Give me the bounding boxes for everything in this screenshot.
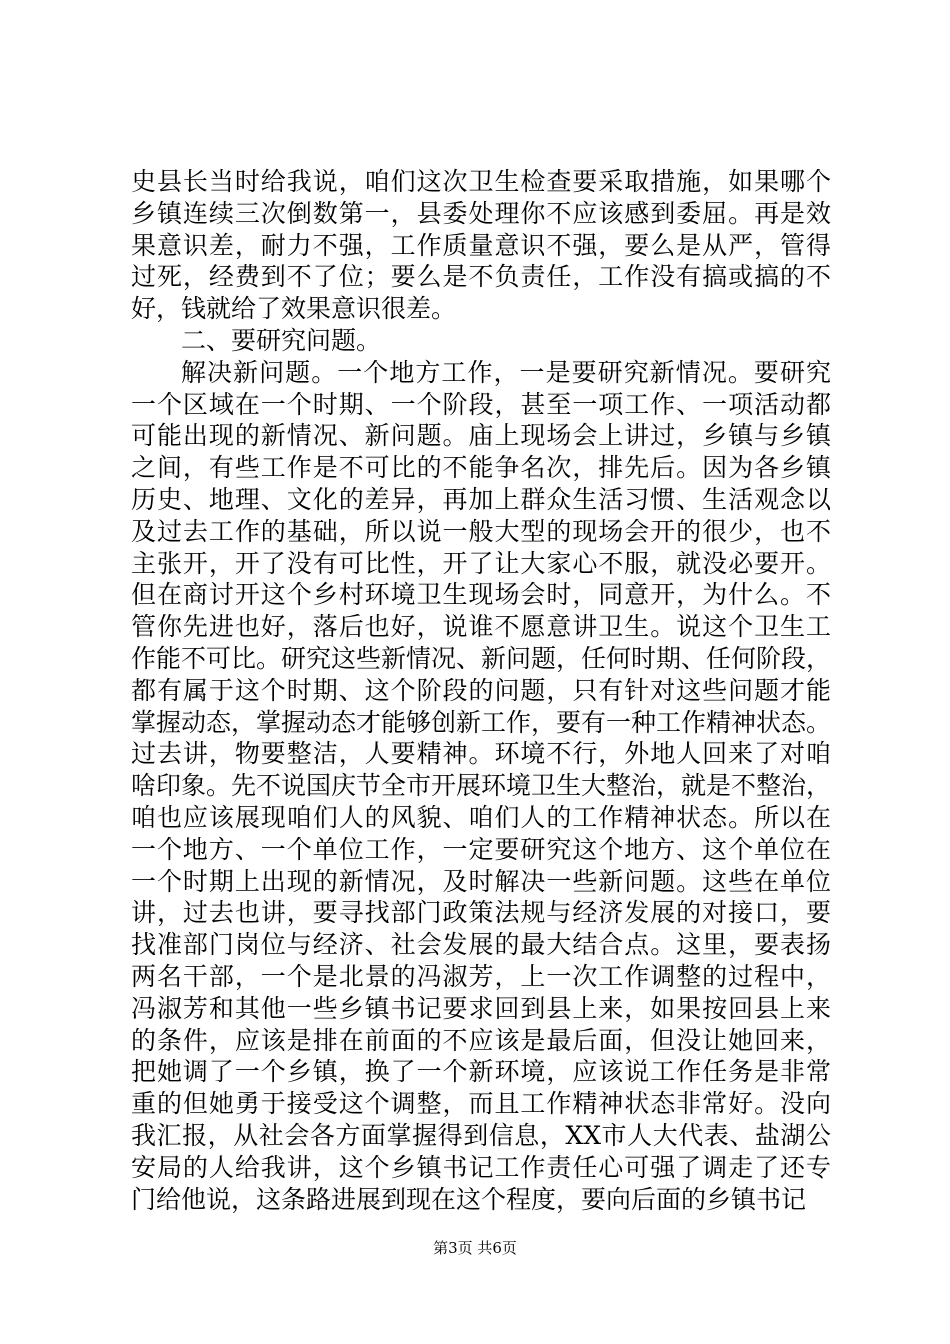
text-line: 啥印象。先不说国庆节全市开展环境卫生大整治，就是不整治，	[131, 771, 831, 801]
text-line: 之间，有些工作是不可比的不能争名次，排先后。因为各乡镇	[131, 453, 831, 483]
text-line: 重的但她勇于接受这个调整，而且工作精神状态非常好。没向	[131, 1089, 831, 1119]
text-line: 史县长当时给我说，咱们这次卫生检查要采取措施，如果哪个	[131, 167, 831, 196]
page-footer: 第3页 共6页	[433, 1239, 517, 1257]
text-line: 把她调了一个乡镇，换了一个新环境，应该说工作任务是非常	[131, 1057, 831, 1087]
text-line: 历史、地理、文化的差异，再加上群众生活习惯、生活观念以	[131, 484, 831, 514]
text-line: 门给他说，这条路进展到现在这个程度，要向后面的乡镇书记	[131, 1184, 807, 1214]
text-line: 讲，过去也讲，要寻找部门政策法规与经济发展的对接口，要	[131, 898, 831, 928]
text-line: 冯淑芳和其他一些乡镇书记要求回到县上来，如果按回县上来	[131, 993, 831, 1023]
text-line: 一个区域在一个时期、一个阶段，甚至一项工作、一项活动都	[131, 389, 831, 419]
text-line: 一个地方、一个单位工作，一定要研究这个地方、这个单位在	[131, 834, 831, 864]
paragraph-p1	[131, 166, 831, 325]
text-line: 一个时期上出现的新情况，及时解决一些新问题。这些在单位	[131, 866, 831, 896]
text-line: 过去讲，物要整洁，人要精神。环境不行，外地人回来了对咱	[131, 739, 831, 769]
text-line: 果意识差，耐力不强，工作质量意识不强，要么是从严，管得	[131, 230, 831, 260]
text-line: 主张开，开了没有可比性，开了让大家心不服，就没必要开。	[131, 548, 831, 578]
text-line: 找准部门岗位与经济、社会发展的最大结合点。这里，要表扬	[131, 930, 831, 960]
text-line: 咱也应该展现咱们人的风貌、咱们人的工作精神状态。所以在	[131, 802, 831, 832]
body-text	[131, 166, 831, 1215]
paragraph-p2	[131, 325, 831, 357]
text-line: 作能不可比。研究这些新情况、新问题，任何时期、任何阶段，	[131, 643, 831, 673]
text-line: 掌握动态，掌握动态才能够创新工作，要有一种工作精神状态。	[131, 707, 831, 737]
text-line: 管你先进也好，落后也好，说谁不愿意讲卫生。说这个卫生工	[131, 612, 831, 642]
text-line: 可能出现的新情况、新问题。庙上现场会上讲过，乡镇与乡镇	[131, 421, 831, 451]
text-line: 二、要研究问题。	[181, 325, 382, 355]
text-line: 过死，经费到不了位；要么是不负责任，工作没有搞或搞的不	[131, 262, 831, 292]
text-line: 我汇报，从社会各方面掌握得到信息，XX市人大代表、盐湖公	[131, 1120, 831, 1150]
text-line: 安局的人给我讲，这个乡镇书记工作责任心可强了调走了还专	[131, 1152, 831, 1182]
text-line: 解决新问题。一个地方工作，一是要研究新情况。要研究	[181, 357, 831, 387]
text-line: 但在商讨开这个乡村环境卫生现场会时，同意开，为什么。不	[131, 580, 831, 610]
paragraph-p3	[131, 357, 831, 1216]
text-line: 乡镇连续三次倒数第一，县委处理你不应该感到委屈。再是效	[131, 198, 831, 228]
text-line: 两名干部，一个是北景的冯淑芳，上一次工作调整的过程中，	[131, 961, 831, 991]
text-line: 及过去工作的基础，所以说一般大型的现场会开的很少，也不	[131, 516, 831, 546]
text-line: 的条件，应该是排在前面的不应该是最后面，但没让她回来，	[131, 1025, 831, 1055]
text-line: 都有属于这个时期、这个阶段的问题，只有针对这些问题才能	[131, 675, 831, 705]
text-line: 好，钱就给了效果意识很差。	[131, 294, 457, 324]
